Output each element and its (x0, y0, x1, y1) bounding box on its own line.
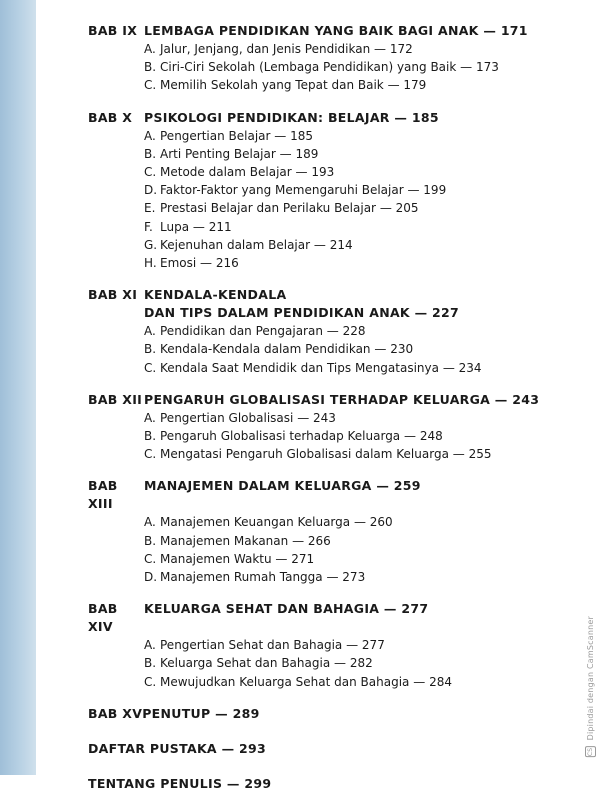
section-item: A. Jalur, Jenjang, dan Jenis Pendidikan — 172 (144, 42, 413, 56)
chapter-label: BAB XIII (88, 478, 118, 512)
section-page: 234 (458, 360, 482, 375)
chapter-title-continued: DAN TIPS DALAM PENDIDIKAN ANAK (144, 305, 410, 321)
section-page: 271 (291, 551, 315, 566)
chapter-title: KELUARGA SEHAT DAN BAHAGIA (144, 601, 380, 617)
section-item: B. Pengaruh Globalisasi terhadap Keluarga — 248 (144, 429, 443, 444)
chapter-page: 185 (411, 109, 439, 125)
section-page: 228 (342, 324, 366, 339)
section-item: H. Emosi — 216 (144, 256, 239, 271)
chapter-bab-ix (88, 22, 548, 95)
section-page: 284 (429, 674, 452, 689)
section-item: C. Memilih Sekolah yang Tepat dan Baik — 179 (144, 78, 427, 93)
chapter-label: BAB IX (88, 23, 138, 38)
section-page: 243 (313, 410, 336, 425)
chapter-page: 227 (432, 305, 460, 321)
section-page: 173 (475, 60, 499, 75)
chapter-bab-xi (88, 286, 548, 377)
section-item: B. Ciri-Ciri Sekolah (Lembaga Pendidikan) yang Baik — 173 (144, 60, 499, 75)
section-page: 205 (395, 201, 419, 216)
section-item: G. Kejenuhan dalam Belajar — 214 (144, 237, 353, 252)
section-page: 255 (468, 447, 492, 462)
section-page: 277 (361, 638, 385, 653)
section-page: 214 (329, 237, 353, 252)
chapter-title: PSIKOLOGI PENDIDIKAN: BELAJAR (144, 109, 390, 125)
section-page: 248 (419, 429, 443, 444)
section-item: C. Manajemen Waktu — 271 (144, 551, 315, 566)
toc-page (36, 0, 600, 791)
section-page: 172 (389, 42, 413, 56)
table-of-contents (88, 22, 548, 810)
section-item: F. Lupa — 211 (144, 219, 232, 234)
section-page: 216 (215, 256, 239, 271)
toc-entry-daftar-pustaka: DAFTAR PUSTAKA — 293 (88, 740, 267, 756)
section-item: B. Arti Penting Belajar — 189 (144, 146, 319, 161)
section-item: A. Pengertian Globalisasi — 243 (144, 410, 336, 425)
chapter-title: MANAJEMEN DALAM KELUARGA (144, 478, 372, 494)
section-item: C. Kendala Saat Mendidik dan Tips Mengatasinya — 234 (144, 360, 482, 375)
watermark-text: Dipindai dengan CamScanner (586, 615, 595, 741)
section-item: A. Pendidikan dan Pengajaran — 228 (144, 324, 366, 339)
toc-entry-tentang-penulis: TENTANG PENULIS — 299 (88, 775, 272, 791)
section-item: A. Manajemen Keuangan Keluarga — 260 (144, 515, 393, 530)
separator: — (414, 305, 428, 321)
entry-page: 293 (239, 740, 267, 756)
separator: — (394, 109, 408, 125)
scanner-watermark (585, 616, 596, 757)
chapter-label: BAB X (88, 109, 133, 125)
section-page: 273 (342, 570, 366, 585)
separator: — (376, 478, 390, 494)
section-item: D. Faktor-Faktor yang Memengaruhi Belajar — 199 (144, 183, 447, 198)
entry-page: 289 (232, 705, 260, 721)
chapter-label: BAB XII (88, 391, 143, 407)
section-item: D. Manajemen Rumah Tangga — 273 (144, 570, 366, 585)
chapter-title: LEMBAGA PENDIDIKAN YANG BAIK BAGI ANAK (144, 23, 479, 38)
section-page: 211 (208, 219, 232, 234)
section-page: 189 (295, 146, 319, 161)
section-page: 282 (349, 656, 373, 671)
section-item: C. Metode dalam Belajar — 193 (144, 165, 335, 180)
camscanner-icon: CS (587, 747, 594, 756)
separator: — (483, 23, 497, 38)
chapter-page: 171 (500, 23, 528, 38)
chapter-page: 259 (393, 478, 421, 494)
section-page: 179 (403, 78, 427, 93)
section-page: 230 (390, 342, 414, 357)
chapter-title: PENGARUH GLOBALISASI TERHADAP KELUARGA (144, 391, 491, 407)
chapter-label: BAB XIV (88, 601, 118, 635)
section-item: E. Prestasi Belajar dan Perilaku Belajar — 205 (144, 201, 419, 216)
toc-entry-penutup: BAB XVPENUTUP — 289 (88, 705, 260, 721)
chapter-title: KENDALA-KENDALA (144, 287, 287, 303)
section-item: B. Kendala-Kendala dalam Pendidikan — 230 (144, 342, 414, 357)
section-page: 193 (311, 165, 335, 180)
book-spine-edge (0, 0, 36, 775)
chapter-bab-xii (88, 391, 548, 464)
section-item: A. Pengertian Sehat dan Bahagia — 277 (144, 638, 385, 653)
chapter-label: BAB XI (88, 287, 138, 303)
section-item: A. Pengertian Belajar — 185 (144, 128, 314, 143)
section-page: 199 (423, 183, 447, 198)
section-item: C. Mengatasi Pengaruh Globalisasi dalam Keluarga — 255 (144, 447, 492, 462)
section-item: C. Mewujudkan Keluarga Sehat dan Bahagia — 284 (144, 674, 452, 689)
separator: — (383, 601, 397, 617)
section-page: 185 (290, 128, 314, 143)
chapter-page: 243 (512, 391, 540, 407)
chapter-page: 277 (401, 601, 429, 617)
section-page: 266 (307, 533, 331, 548)
chapter-bab-x (88, 109, 548, 273)
separator: — (494, 391, 508, 407)
entry-page: 299 (244, 775, 272, 791)
section-item: B. Manajemen Makanan — 266 (144, 533, 331, 548)
section-page: 260 (369, 515, 393, 530)
chapter-bab-xiv (88, 600, 548, 691)
chapter-bab-xiii (88, 477, 548, 586)
section-item: B. Keluarga Sehat dan Bahagia — 282 (144, 656, 373, 671)
